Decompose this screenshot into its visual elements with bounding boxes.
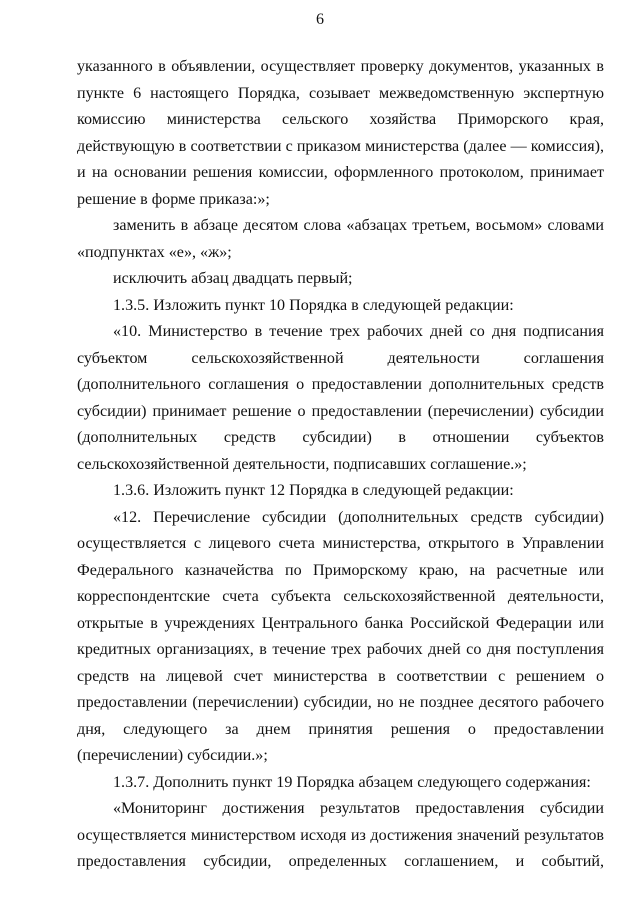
page-number: 6 <box>316 11 324 28</box>
paragraph-point-10: «10. Министерство в течение трех рабочих дней со дня подписания субъектом сельскохозяйственной деятельности соглашения (дополнительного соглашения о предоставлении дополнительных средств субсидии) принимает решение о предоставлении (перечислении) субсидии (дополнительных средств субсидии) в отношении субъектов сельскохозяйственной деятельности, подписавших соглашение.»; <box>77 323 604 473</box>
paragraph-point-12: «12. Перечисление субсидии (дополнительных средств субсидии) осуществляется с лицевого счета министерства, открытого в Управлении Федерального казначейства по Приморскому краю, на расчетные или корреспондентские счета субъекта сельскохозяйственной деятельности, открытые в учреждениях Центрального банка Российской Федерации или кредитных организациях, в течение трех рабочих дней со дня поступления средств на лицевой счет министерства в соответствии с решением о предоставлении (перечислении) субсидии, но не позднее десятого рабочего дня, следующего за днем принятия решения о предоставлении (перечислении) субсидии.»; <box>77 508 604 764</box>
paragraph-replace-words: заменить в абзаце десятом слова «абзацах третьем, восьмом» словами «подпунктах «е», «ж»; <box>77 217 604 261</box>
paragraph-item-1-3-7: 1.3.7. Дополнить пункт 19 Порядка абзацем следующего содержания: <box>113 773 591 791</box>
document-body <box>77 54 604 876</box>
paragraph-exclude-clause: исключить абзац двадцать первый; <box>113 270 353 287</box>
paragraph-item-1-3-6: 1.3.6. Изложить пункт 12 Порядка в следующей редакции: <box>113 482 514 499</box>
paragraph-monitoring: «Мониторинг достижения результатов предоставления субсидии осуществляется министерством исходя из достижения значений результатов предоставления субсидии, определенных соглашением, и событий, <box>77 800 604 870</box>
paragraph-item-1-3-5: 1.3.5. Изложить пункт 10 Порядка в следующей редакции: <box>113 296 514 314</box>
paragraph-continuation: указанного в объявлении, осуществляет проверку документов, указанных в пункте 6 настоящего Порядка, созывает межведомственную экспертную комиссию министерства сельского хозяйства Приморского края, действующую в соответствии с приказом министерства (далее — комиссия), и на основании решения комиссии, оформленного протоколом, принимает решение в форме приказа:»; <box>77 58 604 208</box>
